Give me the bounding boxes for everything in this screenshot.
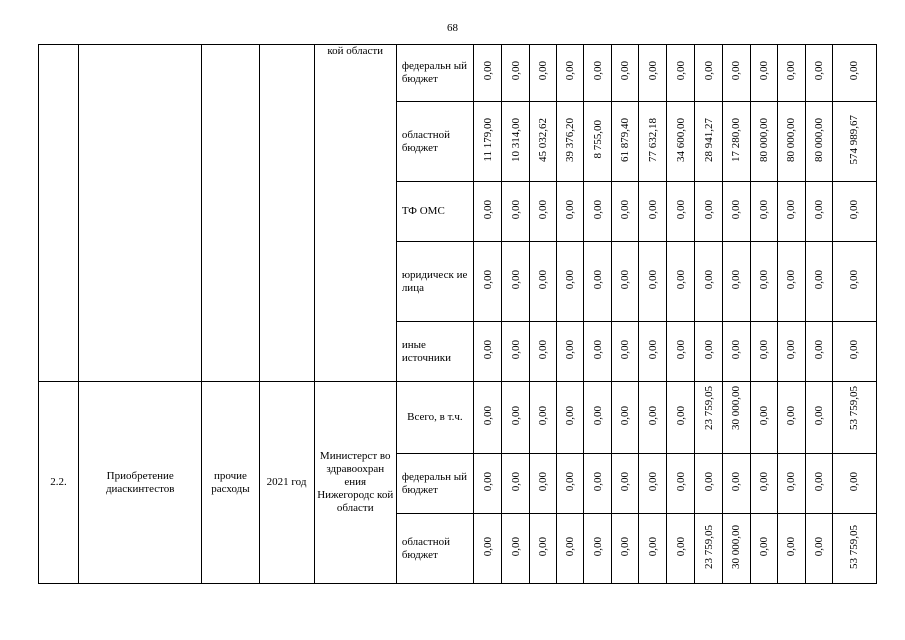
- value-cell: [502, 182, 530, 242]
- value-cell: [750, 102, 777, 182]
- value-cell: [612, 182, 639, 242]
- value-cell: [612, 382, 639, 454]
- value-cell: [530, 454, 557, 514]
- value-cell: [557, 242, 584, 322]
- value-text: 0,00: [812, 536, 825, 557]
- value-text: 0,00: [591, 339, 604, 360]
- value-text: 0,00: [812, 339, 825, 360]
- value-text: 0,00: [702, 199, 715, 220]
- value-cell: [805, 45, 832, 102]
- value-cell: [777, 514, 805, 584]
- value-cell: [777, 182, 805, 242]
- value-cell: [639, 322, 667, 382]
- value-cell: [530, 242, 557, 322]
- value-cell: [695, 182, 722, 242]
- funding-source-total-cell: Всего, в т.ч.: [396, 382, 473, 454]
- value-cell: [530, 182, 557, 242]
- value-cell: [584, 454, 612, 514]
- value-text: 0,00: [591, 61, 604, 81]
- value-text: 0,00: [757, 269, 770, 290]
- funding-source-cell: федеральн ый бюджет: [396, 454, 473, 514]
- value-text: 0,00: [537, 61, 550, 81]
- value-text: 0,00: [757, 199, 770, 220]
- value-text: 0,00: [785, 61, 798, 81]
- value-text: 0,00: [564, 536, 577, 557]
- value-cell: [722, 382, 750, 454]
- value-text: 0,00: [848, 199, 861, 220]
- item-number-cell-continued: [39, 45, 79, 382]
- value-text: 0,00: [509, 339, 522, 360]
- value-text: 0,00: [848, 471, 861, 492]
- value-cell: [530, 514, 557, 584]
- value-cell: [612, 242, 639, 322]
- value-cell: [832, 322, 876, 382]
- funding-source-cell: иные источники: [396, 322, 473, 382]
- value-text: 0,00: [848, 269, 861, 290]
- value-text: 53 759,05: [848, 524, 861, 569]
- value-cell: [695, 322, 722, 382]
- value-cell: [502, 382, 530, 454]
- value-text: 0,00: [730, 471, 743, 492]
- value-cell: [473, 102, 501, 182]
- value-text: 0,00: [537, 339, 550, 360]
- value-cell: [612, 102, 639, 182]
- value-cell: [639, 514, 667, 584]
- value-text: 0,00: [730, 61, 743, 81]
- value-text: 8 755,00: [591, 120, 604, 159]
- value-text: 30 000,00: [730, 386, 743, 430]
- value-text: 0,00: [730, 199, 743, 220]
- value-cell: [722, 514, 750, 584]
- value-cell: [612, 454, 639, 514]
- value-text: 0,00: [537, 269, 550, 290]
- value-text: 0,00: [481, 199, 494, 220]
- value-text: 0,00: [481, 471, 494, 492]
- value-text: 0,00: [674, 471, 687, 492]
- value-cell: [695, 45, 722, 102]
- value-cell: [777, 242, 805, 322]
- value-cell: [832, 182, 876, 242]
- executor-tail: кой области: [327, 45, 384, 57]
- value-text: 34 600,00: [674, 117, 687, 162]
- funding-source-cell: областной бюджет: [396, 514, 473, 584]
- value-cell: [584, 242, 612, 322]
- value-cell: [502, 514, 530, 584]
- value-cell: [530, 102, 557, 182]
- value-cell: [667, 102, 695, 182]
- value-text: 0,00: [785, 339, 798, 360]
- value-cell: [473, 322, 501, 382]
- value-cell: [667, 45, 695, 102]
- value-cell: [584, 382, 612, 454]
- expense-type-cell: прочие расходы: [202, 382, 259, 584]
- value-cell: [557, 514, 584, 584]
- value-text: 0,00: [812, 61, 825, 81]
- value-cell: [473, 382, 501, 454]
- value-text: 23 759,05: [702, 386, 715, 430]
- value-cell: [750, 182, 777, 242]
- value-text: 61 879,40: [619, 117, 632, 162]
- value-text: 0,00: [646, 61, 659, 81]
- value-text: 574 989,67: [848, 114, 861, 165]
- item-name-cell-continued: [79, 45, 202, 382]
- value-text: 0,00: [785, 269, 798, 290]
- value-cell: [639, 45, 667, 102]
- value-text: 0,00: [619, 199, 632, 220]
- item-number-cell: 2.2.: [39, 382, 79, 584]
- value-cell: [639, 454, 667, 514]
- value-cell: [722, 182, 750, 242]
- value-text: 0,00: [619, 269, 632, 290]
- value-cell: [639, 242, 667, 322]
- page-number: 68: [447, 22, 458, 34]
- value-cell: [557, 382, 584, 454]
- funding-source-cell: юридическ ие лица: [396, 242, 473, 322]
- value-cell: [832, 514, 876, 584]
- value-text: 0,00: [812, 405, 825, 426]
- value-text: 0,00: [619, 339, 632, 360]
- value-cell: [473, 514, 501, 584]
- value-text: 0,00: [730, 339, 743, 360]
- value-cell: [695, 242, 722, 322]
- value-cell: [584, 182, 612, 242]
- value-cell: [805, 242, 832, 322]
- value-cell: [612, 514, 639, 584]
- value-text: 0,00: [757, 405, 770, 426]
- value-text: 0,00: [591, 405, 604, 426]
- value-cell: [667, 382, 695, 454]
- value-text: 0,00: [537, 471, 550, 492]
- value-cell: [722, 45, 750, 102]
- value-cell: [750, 514, 777, 584]
- value-cell: [805, 514, 832, 584]
- funding-source-cell: областной бюджет: [396, 102, 473, 182]
- value-text: 0,00: [702, 471, 715, 492]
- value-cell: [832, 242, 876, 322]
- value-text: 28 941,27: [702, 117, 715, 162]
- value-cell: [777, 454, 805, 514]
- value-text: 0,00: [785, 471, 798, 492]
- value-text: 80 000,00: [812, 117, 825, 162]
- value-cell: [722, 322, 750, 382]
- value-text: 0,00: [674, 199, 687, 220]
- value-cell: [557, 322, 584, 382]
- value-cell: [667, 514, 695, 584]
- value-cell: [695, 454, 722, 514]
- value-text: 0,00: [812, 471, 825, 492]
- value-text: 0,00: [591, 269, 604, 290]
- value-cell: [722, 242, 750, 322]
- value-cell: [750, 45, 777, 102]
- value-text: 0,00: [481, 536, 494, 557]
- year-cell-continued: [259, 45, 314, 382]
- value-text: 0,00: [757, 339, 770, 360]
- value-text: 0,00: [646, 405, 659, 426]
- value-text: 53 759,05: [848, 386, 861, 430]
- value-text: 0,00: [619, 471, 632, 492]
- value-cell: [750, 242, 777, 322]
- budget-table: [38, 44, 877, 584]
- value-text: 45 032,62: [537, 117, 550, 162]
- value-text: 0,00: [757, 471, 770, 492]
- value-text: 0,00: [619, 405, 632, 426]
- value-text: 39 376,20: [564, 117, 577, 162]
- value-cell: [805, 182, 832, 242]
- value-text: 0,00: [481, 339, 494, 360]
- value-cell: [805, 454, 832, 514]
- value-text: 0,00: [564, 61, 577, 81]
- value-text: 0,00: [591, 199, 604, 220]
- value-text: 0,00: [509, 199, 522, 220]
- value-cell: [557, 45, 584, 102]
- value-cell: [502, 242, 530, 322]
- value-text: 23 759,05: [702, 524, 715, 569]
- funding-source-cell: федеральн ый бюджет: [396, 45, 473, 102]
- value-cell: [750, 382, 777, 454]
- value-text: 0,00: [564, 471, 577, 492]
- value-cell: [832, 382, 876, 454]
- value-text: 0,00: [812, 269, 825, 290]
- value-text: 0,00: [757, 536, 770, 557]
- value-text: 0,00: [785, 199, 798, 220]
- table-row: [39, 382, 877, 454]
- value-text: 0,00: [674, 339, 687, 360]
- value-cell: [502, 322, 530, 382]
- value-text: 17 280,00: [730, 117, 743, 162]
- value-text: 0,00: [509, 471, 522, 492]
- item-name-cell: Приобретение диаскинтестов: [79, 382, 202, 584]
- value-text: 0,00: [481, 269, 494, 290]
- value-cell: [557, 102, 584, 182]
- value-text: 0,00: [848, 339, 861, 360]
- value-cell: [473, 454, 501, 514]
- value-cell: [667, 182, 695, 242]
- value-cell: [695, 382, 722, 454]
- value-cell: [473, 182, 501, 242]
- value-text: 0,00: [509, 405, 522, 426]
- value-text: 30 000,00: [730, 524, 743, 569]
- value-text: 0,00: [509, 269, 522, 290]
- value-cell: [777, 102, 805, 182]
- value-cell: [777, 322, 805, 382]
- value-text: 0,00: [509, 61, 522, 81]
- value-text: 0,00: [481, 405, 494, 426]
- value-text: 0,00: [757, 61, 770, 81]
- value-cell: [695, 102, 722, 182]
- value-text: 0,00: [646, 536, 659, 557]
- value-cell: [584, 102, 612, 182]
- value-cell: [530, 45, 557, 102]
- value-cell: [805, 382, 832, 454]
- value-text: 0,00: [812, 199, 825, 220]
- value-cell: [777, 382, 805, 454]
- value-cell: [612, 45, 639, 102]
- value-cell: [667, 322, 695, 382]
- value-text: 77 632,18: [646, 117, 659, 162]
- value-cell: [584, 514, 612, 584]
- value-text: 0,00: [619, 536, 632, 557]
- value-text: 0,00: [509, 536, 522, 557]
- value-cell: [502, 102, 530, 182]
- value-text: 11 179,00: [481, 117, 494, 162]
- value-text: 0,00: [619, 61, 632, 81]
- table-row: [39, 45, 877, 102]
- value-cell: [502, 45, 530, 102]
- value-cell: [667, 454, 695, 514]
- value-text: 0,00: [646, 471, 659, 492]
- value-text: 0,00: [646, 199, 659, 220]
- value-cell: [530, 382, 557, 454]
- value-text: 0,00: [564, 199, 577, 220]
- value-cell: [805, 102, 832, 182]
- value-text: 0,00: [702, 61, 715, 81]
- value-cell: [750, 322, 777, 382]
- value-text: 80 000,00: [785, 117, 798, 162]
- value-cell: [667, 242, 695, 322]
- value-text: 0,00: [591, 471, 604, 492]
- expense-type-cell-continued: [202, 45, 259, 382]
- value-cell: [695, 514, 722, 584]
- value-cell: [557, 182, 584, 242]
- value-cell: [473, 45, 501, 102]
- value-text: 0,00: [591, 536, 604, 557]
- value-cell: [639, 182, 667, 242]
- value-text: 0,00: [785, 536, 798, 557]
- value-cell: [502, 454, 530, 514]
- value-text: 0,00: [785, 405, 798, 426]
- value-text: 80 000,00: [757, 117, 770, 162]
- value-text: 10 314,00: [509, 117, 522, 162]
- value-text: 0,00: [564, 269, 577, 290]
- value-text: 0,00: [537, 199, 550, 220]
- value-text: 0,00: [564, 405, 577, 426]
- value-cell: [473, 242, 501, 322]
- value-cell: [832, 102, 876, 182]
- value-cell: [584, 322, 612, 382]
- value-cell: [722, 102, 750, 182]
- value-text: 0,00: [646, 339, 659, 360]
- value-text: 0,00: [564, 339, 577, 360]
- value-text: 0,00: [702, 269, 715, 290]
- value-text: 0,00: [481, 61, 494, 81]
- value-cell: [805, 322, 832, 382]
- value-cell: [639, 102, 667, 182]
- value-cell: [750, 454, 777, 514]
- value-text: 0,00: [674, 61, 687, 81]
- executor-cell-continued: [314, 45, 396, 382]
- executor-cell: Министерст во здравоохран ения Нижегородс кой области: [314, 382, 396, 584]
- value-cell: [722, 454, 750, 514]
- value-text: 0,00: [537, 405, 550, 426]
- value-text: 0,00: [702, 339, 715, 360]
- value-cell: [530, 322, 557, 382]
- value-cell: [639, 382, 667, 454]
- value-text: 0,00: [646, 269, 659, 290]
- value-text: 0,00: [537, 536, 550, 557]
- value-text: 0,00: [674, 536, 687, 557]
- year-cell: 2021 год: [259, 382, 314, 584]
- value-cell: [777, 45, 805, 102]
- value-cell: [584, 45, 612, 102]
- funding-source-cell: ТФ ОМС: [396, 182, 473, 242]
- value-text: 0,00: [848, 61, 861, 81]
- value-cell: [832, 454, 876, 514]
- value-text: 0,00: [674, 405, 687, 426]
- value-cell: [612, 322, 639, 382]
- value-cell: [832, 45, 876, 102]
- value-text: 0,00: [674, 269, 687, 290]
- value-text: 0,00: [730, 269, 743, 290]
- value-cell: [557, 454, 584, 514]
